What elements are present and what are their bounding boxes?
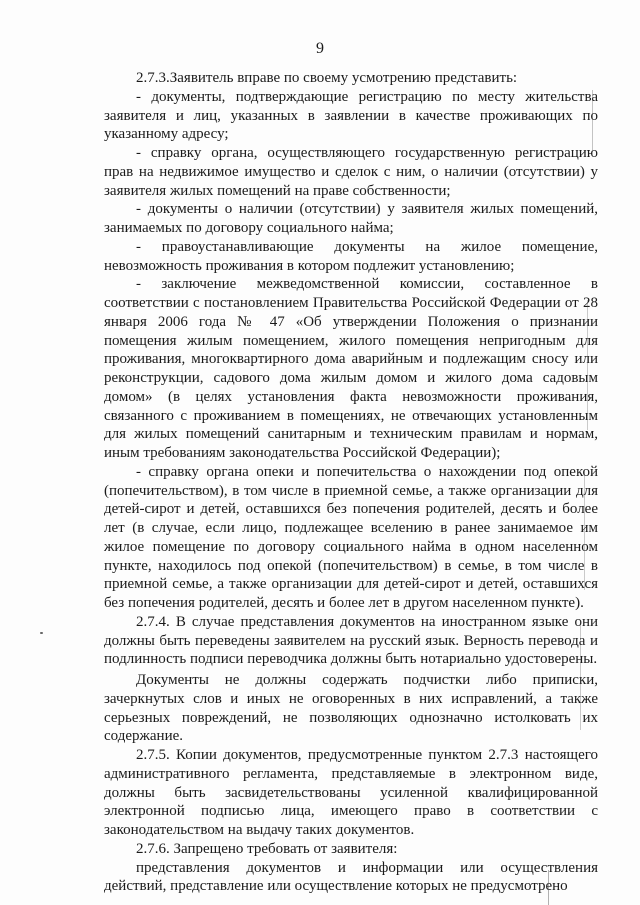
- paragraph-prohibited-requirements: представления документов и информации или осуществления действий, представление или осуществление которых не предусмотрено: [104, 859, 598, 895]
- paragraph-2-7-4: 2.7.4. В случае представления документов на иностранном языке они должны быть переведены заявителем на русский язык. Верность перевода и подлинность подписи переводчика должны быть нотариально удостоверены.: [104, 613, 598, 668]
- paragraph-2-7-5: 2.7.5. Копии документов, предусмотренные пунктом 2.7.3 настоящего административного регламента, представляемые в электронном виде, должны быть засвидетельствованы усиленной квалифицированной электронной подписью лица, имеющего право в соответствии с законодательством на выдачу таких документов.: [104, 747, 598, 838]
- paragraph-guardianship-certificate: - справку органа опеки и попечительства о нахождении под опекой (попечительством), в том числе в приемной семье, а также организации для детей-сирот и детей, оставшихся без попечения родителей, десять и более лет (в случае, если лицо, подлежащее вселению в ранее занимаемое им жилое помещение по договору социального найма в одном населенном пункте, находилось под опекой (попечительством) в семье, в том числе в приемной семье, а также организации для детей-сирот и детей, оставшихся без попечения родителей, десять и более лет в другом населенном пункте).: [104, 463, 598, 611]
- paragraph-property-certificate: - справку органа, осуществляющего государственную регистрацию прав на недвижимое имущество и сделок с ним, о наличии (отсутствии) у заявителя жилых помещений на праве собственности;: [104, 145, 598, 199]
- paragraph-2-7-6-heading: 2.7.6. Запрещено требовать от заявителя:: [136, 840, 398, 857]
- page-number: 9: [316, 40, 324, 57]
- scan-artifact-line: [580, 620, 581, 730]
- scan-artifact-line: [584, 470, 585, 590]
- scan-artifact-line: [592, 90, 593, 150]
- paragraph-commission-conclusion: - заключение межведомственной комиссии, составленное в соответствии с постановлением Правительства Российской Федерации от 28 января 2006 года № 47 «Об утверждении Положения о признании помещения жилым помещением, жилого помещения непригодным для проживания, многоквартирного дома аварийным и подлежащим сносу или реконструкции, садового дома жилым домом и жилого дома садовым домом» (в целях установления факта невозможности проживания, связанного с проживанием в помещениях, не отвечающих установленным для жилых помещений санитарным и техническим правилам и нормам, иным требованиям законодательства Российской Федерации);: [104, 276, 598, 461]
- document-body: [104, 69, 598, 896]
- paragraph-document-requirements: Документы не должны содержать подчистки либо приписки, зачеркнутых слов и иных не оговоренных в них исправлений, а также серьезных повреждений, не позволяющих однозначно истолковать их содержание.: [104, 672, 598, 745]
- paragraph-2-7-3-heading: 2.7.3.Заявитель вправе по своему усмотрению представить:: [136, 70, 518, 86]
- paragraph-registration-documents: - документы, подтверждающие регистрацию по месту жительства заявителя и лиц, указанных в заявлении в качестве проживающих по указанному адресу;: [104, 88, 598, 143]
- scan-artifact-dot: [40, 632, 43, 634]
- scan-artifact-line: [587, 300, 588, 430]
- paragraph-social-lease-documents: - документы о наличии (отсутствии) у заявителя жилых помещений, занимаемых по договору социального найма;: [104, 201, 598, 236]
- paragraph-title-documents: - правоустанавливающие документы на жилое помещение, невозможность проживания в котором подлежит установлению;: [104, 238, 598, 274]
- scan-artifact-line: [548, 870, 549, 905]
